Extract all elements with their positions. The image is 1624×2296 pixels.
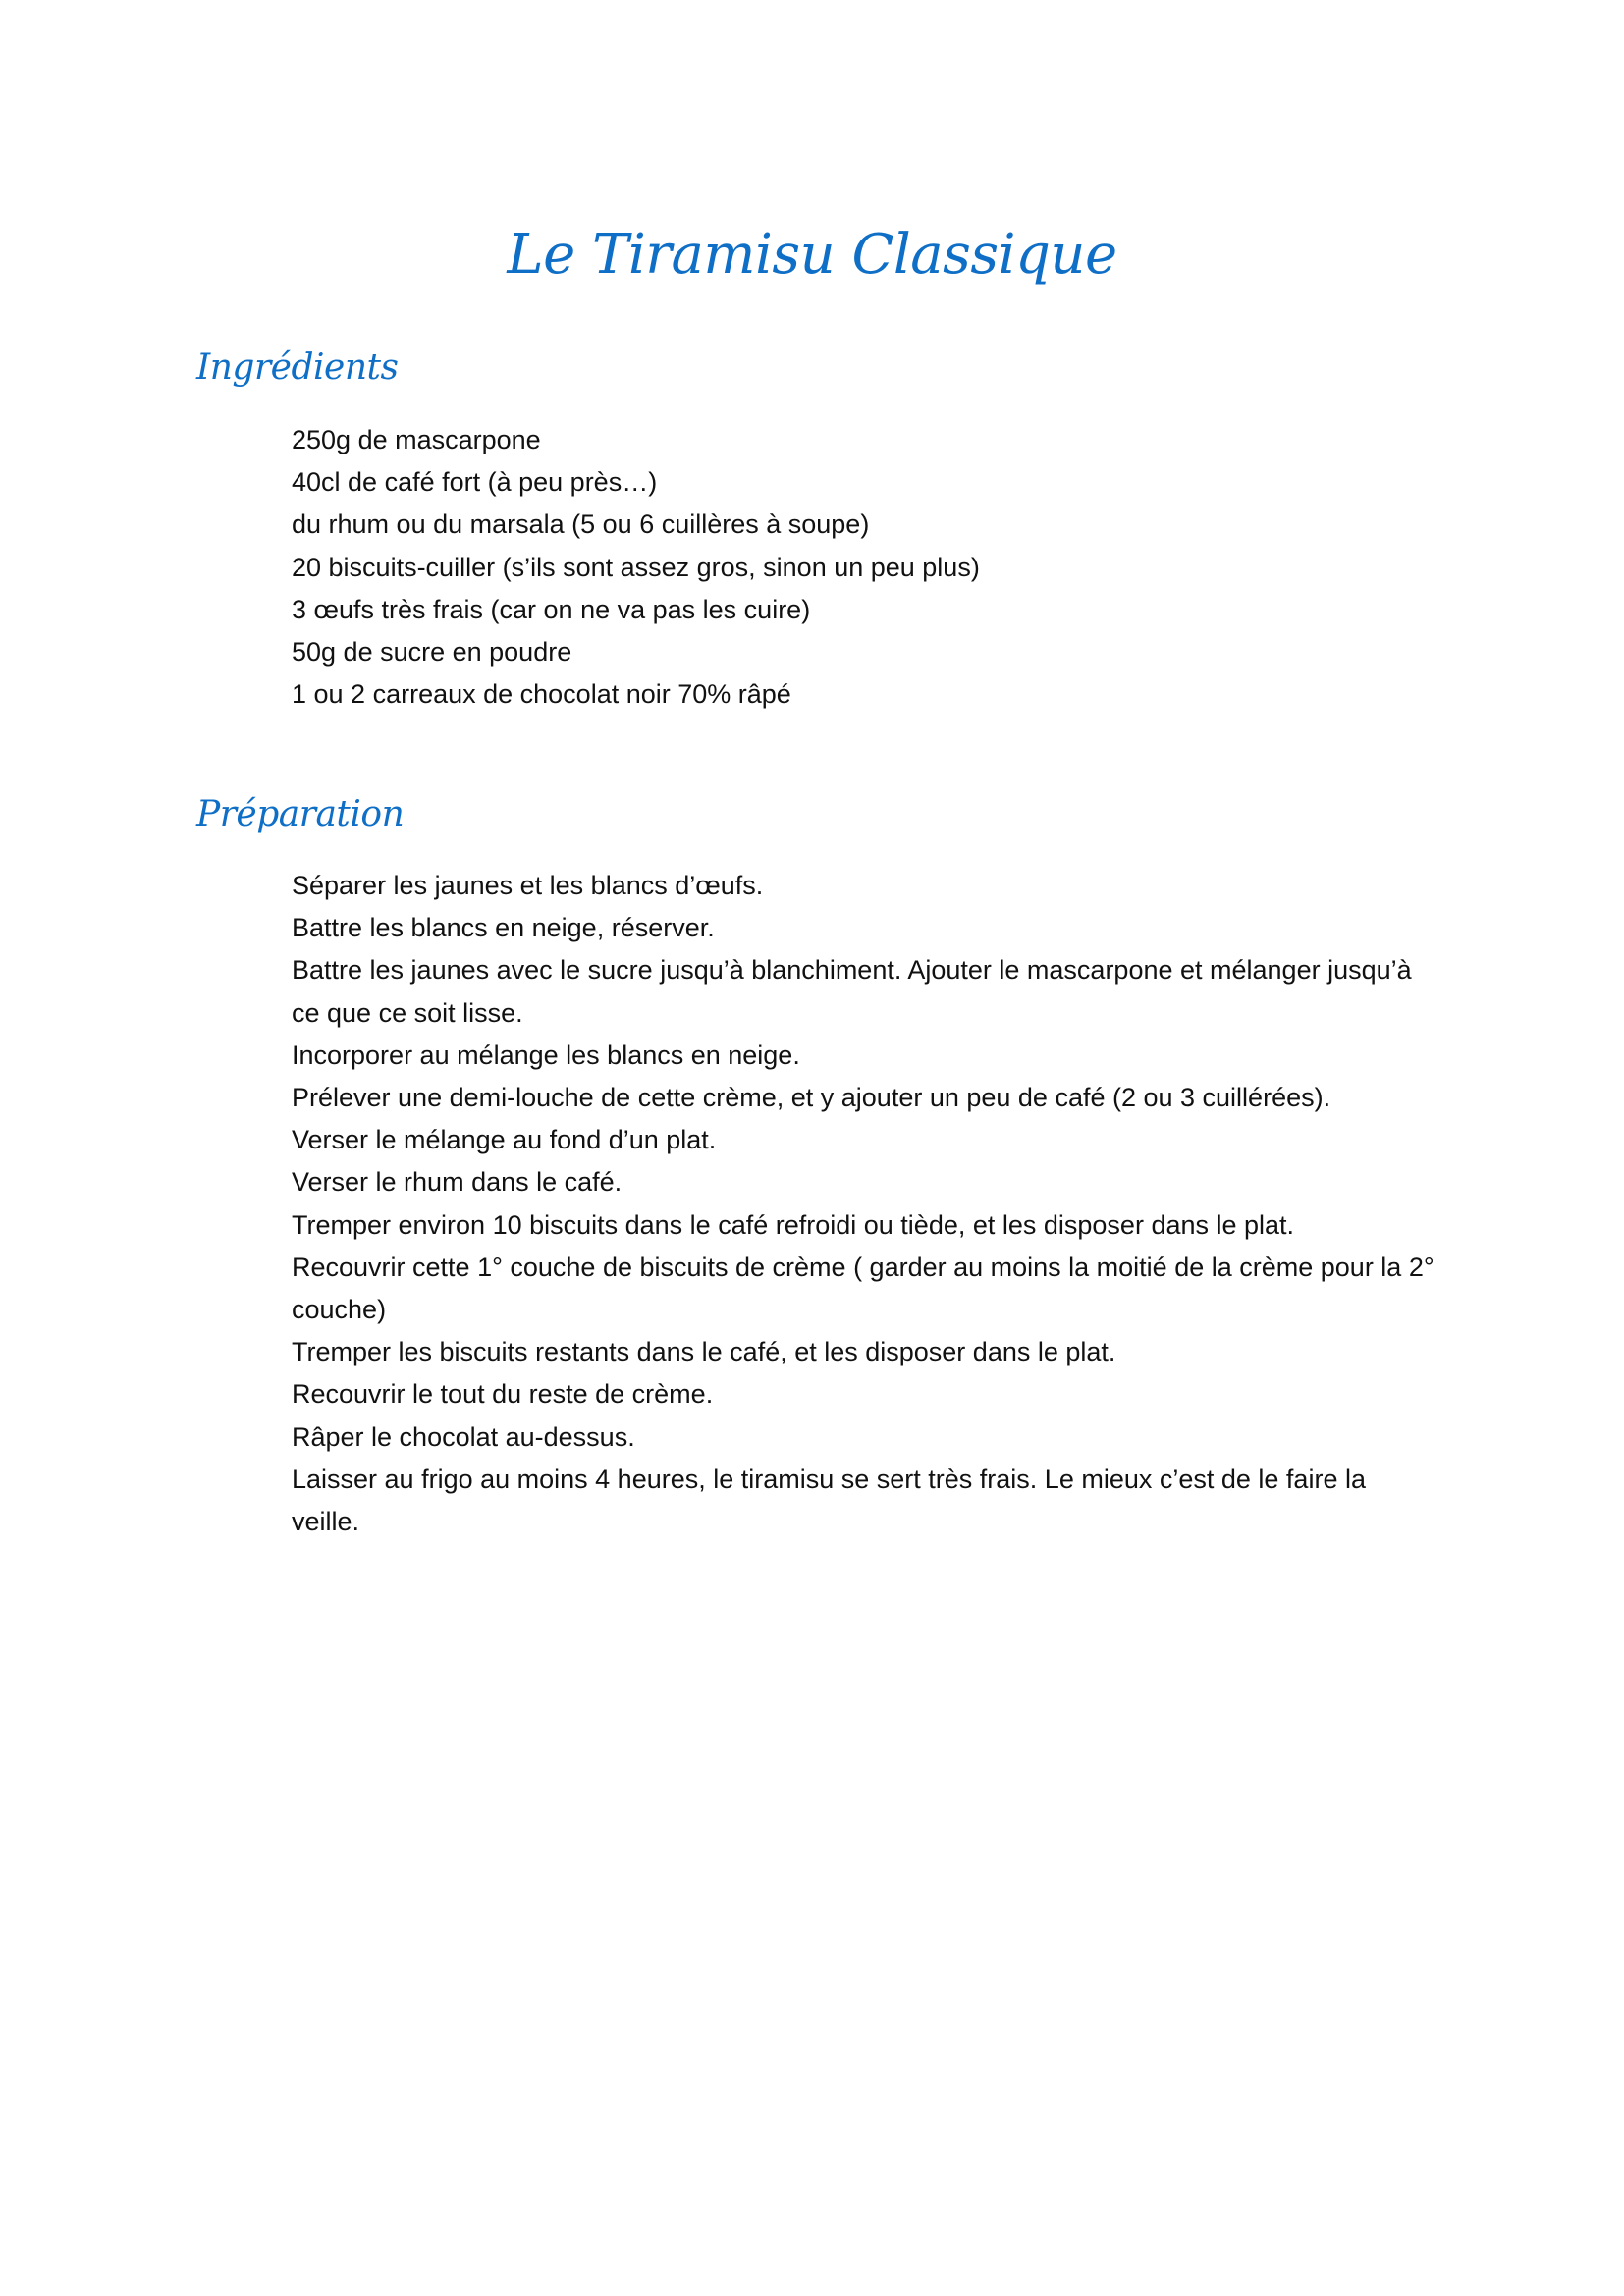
ingredients-heading: Ingrédients bbox=[196, 347, 399, 388]
preparation-step: Séparer les jaunes et les blancs d’œufs. bbox=[292, 871, 764, 900]
ingredient-item: 1 ou 2 carreaux de chocolat noir 70% râpé bbox=[292, 679, 791, 710]
preparation-heading: Préparation bbox=[196, 794, 405, 834]
ingredient-item: 3 œufs très frais (car on ne va pas les cuire) bbox=[292, 594, 811, 624]
recipe-title: Le Tiramisu Classique bbox=[507, 223, 1117, 287]
ingredient-item: 20 biscuits-cuiller (s’ils sont assez gros, sinon un peu plus) bbox=[292, 552, 980, 582]
preparation-step: Tremper environ 10 biscuits dans le café refroidi ou tiède, et les disposer dans le plat. bbox=[292, 1209, 1295, 1240]
preparation-step: Tremper les biscuits restants dans le café, et les disposer dans le plat. bbox=[292, 1337, 1116, 1367]
preparation-step: Prélever une demi-louche de cette crème, et y ajouter un peu de café (2 ou 3 cuillérées). bbox=[292, 1083, 1331, 1113]
preparation-step: Verser le rhum dans le café. bbox=[292, 1167, 623, 1198]
preparation-step: Battre les blancs en neige, réserver. bbox=[292, 913, 715, 943]
ingredient-item: du rhum ou du marsala (5 ou 6 cuillères à soupe) bbox=[292, 509, 870, 540]
preparation-step: Incorporer au mélange les blancs en neige. bbox=[292, 1040, 800, 1070]
ingredient-item: 50g de sucre en poudre bbox=[292, 637, 572, 667]
ingredient-item: 40cl de café fort (à peu près…) bbox=[292, 467, 658, 498]
ingredients-list bbox=[292, 419, 1435, 716]
preparation-step: Râper le chocolat au-dessus. bbox=[292, 1421, 635, 1452]
ingredient-item: 250g de mascarpone bbox=[292, 425, 541, 454]
preparation-step: Recouvrir le tout du reste de crème. bbox=[292, 1379, 714, 1410]
preparation-step: Battre les jaunes avec le sucre jusqu’à blanchiment. Ajouter le mascarpone et mélanger jusqu’à ce que ce soit lisse. bbox=[292, 955, 1412, 1028]
preparation-step: Laisser au frigo au moins 4 heures, le tiramisu se sert très frais. Le mieux c’est de le faire la veille. bbox=[292, 1464, 1366, 1537]
preparation-step: Verser le mélange au fond d’un plat. bbox=[292, 1125, 717, 1155]
preparation-step: Recouvrir cette 1° couche de biscuits de crème ( garder au moins la moitié de la crème pour la 2° couche) bbox=[292, 1252, 1435, 1325]
preparation-steps-list bbox=[292, 865, 1435, 1543]
